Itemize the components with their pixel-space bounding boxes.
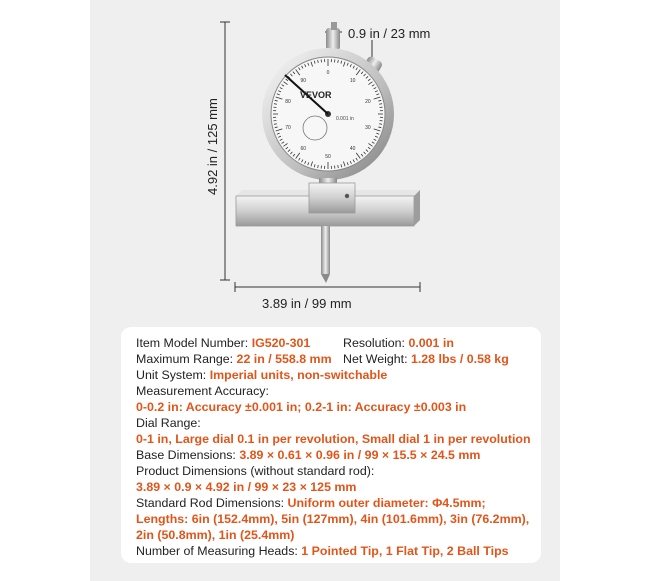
dial-tick <box>318 60 319 63</box>
dial-number: 20 <box>365 99 371 106</box>
depth-dimension-label: 0.9 in / 23 mm <box>348 26 431 41</box>
dial-number: 0 <box>326 70 330 76</box>
dial-number: 60 <box>300 145 307 152</box>
spec-base-dims: Base Dimensions: 3.89 × 0.61 × 0.96 in / 99 × 15.5 × 24.5 mm <box>136 448 481 462</box>
dial-number: 10 <box>349 78 356 85</box>
dial-number: 70 <box>285 124 291 131</box>
dial-brand: VEVOR <box>300 90 332 100</box>
spec-net-weight: Net Weight: 1.28 lbs / 0.58 kg <box>343 352 509 366</box>
width-dimension-label: 3.89 in / 99 mm <box>262 296 352 311</box>
spec-dial-range-value: 0-1 in, Large dial 0.1 in per revolution, Small dial 1 in per revolution <box>136 432 531 446</box>
dial-tick <box>338 60 339 63</box>
spec-dial-range-label: Dial Range: <box>136 416 201 430</box>
dial-number: 80 <box>285 99 291 106</box>
spec-max-range: Maximum Range: 22 in / 558.8 mm <box>136 352 332 366</box>
height-dimension-label: 4.92 in / 125 mm <box>205 98 220 195</box>
spec-resolution: Resolution: 0.001 in <box>343 336 454 350</box>
spec-heads: Number of Measuring Heads: 1 Pointed Tip, 1 Flat Tip, 2 Ball Tips <box>136 544 509 558</box>
dial-tick <box>274 104 277 105</box>
spec-accuracy-label: Measurement Accuracy: <box>136 384 269 398</box>
spec-rod-lengths-cont: 2in (50.8mm), 1in (25.4mm) <box>136 528 295 542</box>
dial-tick <box>274 124 277 125</box>
dial-small-text: 0.001 in <box>336 116 354 122</box>
spec-accuracy-value: 0-0.2 in: Accuracy ±0.001 in; 0.2-1 in: Accuracy ±0.003 in <box>136 400 467 414</box>
spec-rod-lengths: Lengths: 6in (152.4mm), 5in (127mm), 4in (101.6mm), 3in (76.2mm), <box>136 512 530 526</box>
measuring-rod <box>321 226 330 274</box>
dial-tick <box>338 165 339 168</box>
dial-number: 40 <box>349 145 356 152</box>
dial-tick <box>318 165 319 168</box>
spec-product-dims-label: Product Dimensions (without standard rod): <box>136 464 375 478</box>
spec-unit-system: Unit System: Imperial units, non-switchable <box>136 368 388 382</box>
dial-number: 90 <box>300 78 307 85</box>
dial-tick <box>379 104 382 105</box>
spec-model: Item Model Number: IG520-301 <box>136 336 311 350</box>
dial-number: 30 <box>365 124 371 131</box>
spec-rod-dims: Standard Rod Dimensions: Uniform outer diameter: Φ4.5mm; <box>136 496 486 510</box>
spec-product-dims-value: 3.89 × 0.9 × 4.92 in / 99 × 23 × 125 mm <box>136 480 357 494</box>
dial-tick <box>379 124 382 125</box>
dial-number: 50 <box>325 154 331 160</box>
